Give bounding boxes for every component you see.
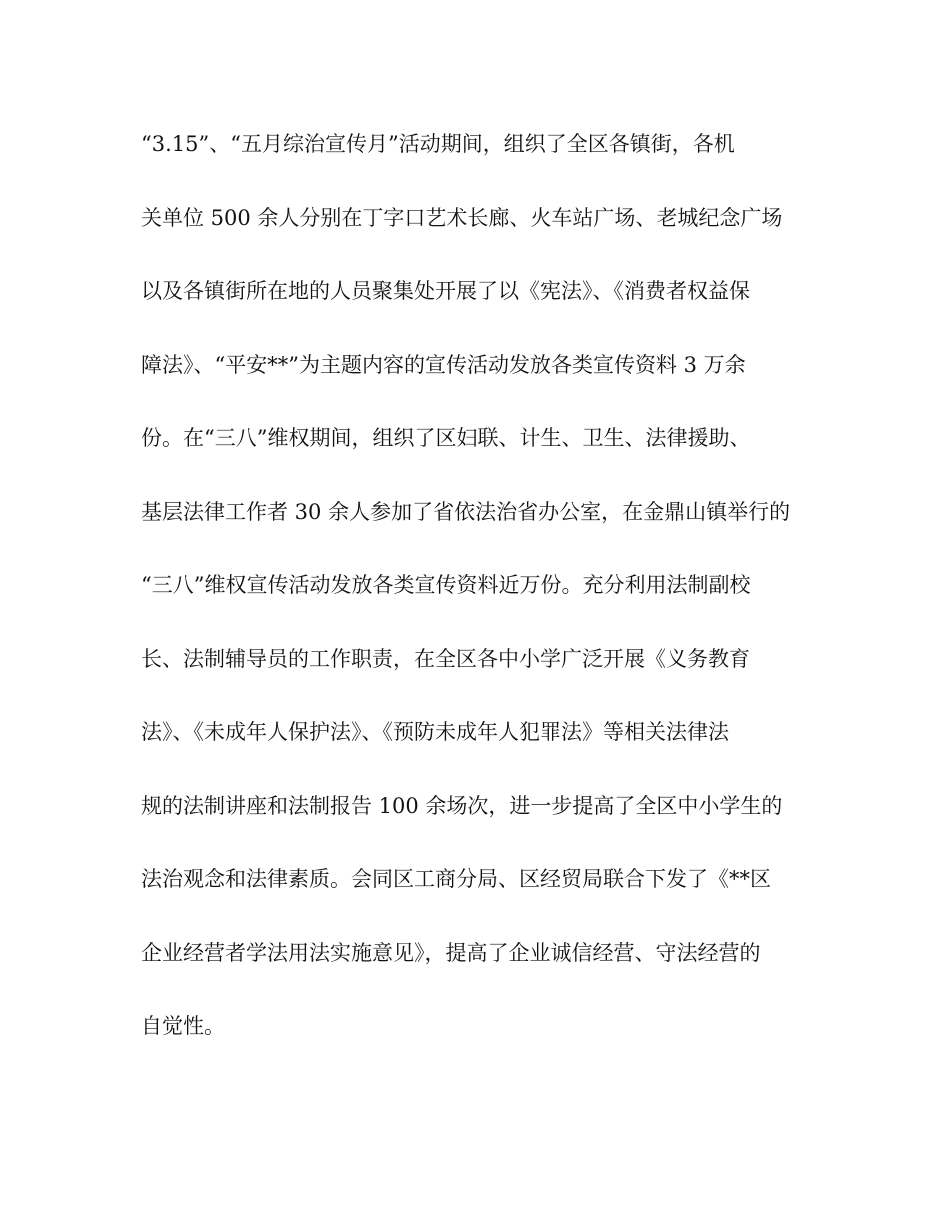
text-line: 规的法制讲座和法制报告 100 余场次，进一步提高了全区中小学生的: [141, 793, 783, 818]
text-line: 自觉性。: [141, 1014, 225, 1038]
text-line: 企业经营者学法用法实施意见》，提高了企业诚信经营、守法经营的: [141, 940, 761, 965]
text-line: “三八”维权宣传活动发放各类宣传资料近万份。充分利用法制副校: [141, 573, 751, 597]
text-line: 份。在“三八”维权期间，组织了区妇联、计生、卫生、法律援助、: [141, 426, 751, 450]
text-line: 法》、《未成年人保护法》、《预防未成年人犯罪法》等相关法律法: [141, 720, 729, 744]
text-line: “3.15”、“五月综治宣传月”活动期间，组织了全区各镇街，各机: [141, 132, 735, 156]
body-paragraph: [141, 124, 821, 1080]
text-line: 障法》、“平安**”为主题内容的宣传活动发放各类宣传资料 3 万余: [141, 352, 746, 377]
text-line: 关单位 500 余人分别在丁字口艺术长廊、火车站广场、老城纪念广场: [141, 205, 783, 230]
text-line: 法治观念和法律素质。会同区工商分局、区经贸局联合下发了《**区: [141, 867, 771, 891]
text-line: 基层法律工作者 30 余人参加了省依法治省办公室，在金鼎山镇举行的: [141, 499, 791, 524]
text-line: 长、法制辅导员的工作职责，在全区各中小学广泛开展《义务教育: [141, 646, 750, 671]
text-line: 以及各镇街所在地的人员聚集处开展了以《宪法》、《消费者权益保: [141, 279, 750, 303]
